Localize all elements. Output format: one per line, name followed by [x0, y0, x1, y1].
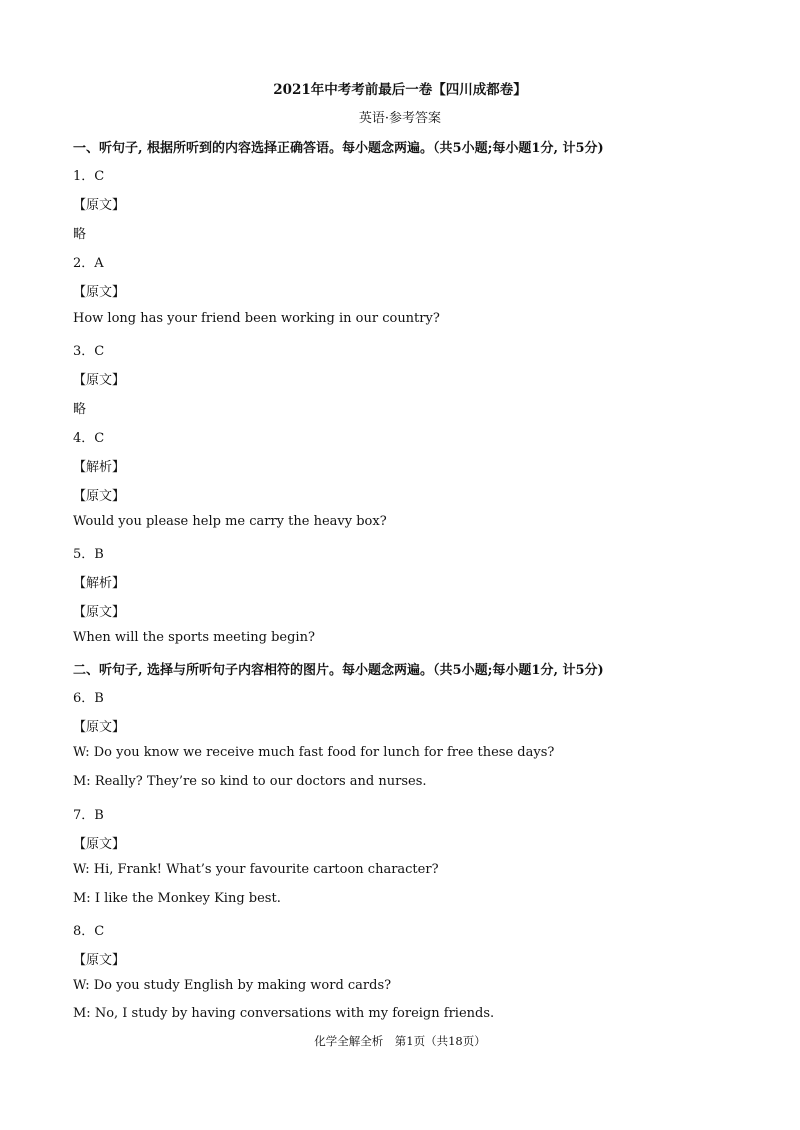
label-original-text: 【原文】 [73, 953, 126, 968]
transcript-line: How long has your friend been working in our country? [73, 311, 440, 326]
answer-7: 7．B [73, 808, 104, 823]
transcript-line: M: Really? They’re so kind to our doctors and nurses. [73, 774, 427, 789]
answer-4: 4．C [73, 431, 105, 446]
transcript-line: W: Do you know we receive much fast food for lunch for free these days? [73, 745, 555, 760]
label-original-text: 【原文】 [73, 285, 126, 300]
answer-2: 2．A [73, 256, 104, 271]
answer-1: 1．C [73, 169, 105, 184]
transcript-line: W: Hi, Frank! What’s your favourite cartoon character? [73, 862, 439, 877]
transcript-line: M: No, I study by having conversations with my foreign friends. [73, 1006, 495, 1021]
transcript-line: Would you please help me carry the heavy box? [73, 514, 387, 529]
answer-8: 8．C [73, 924, 105, 939]
answer-6: 6．B [73, 691, 104, 706]
page-footer: 化学全解全析 第1页（共18页） [314, 1034, 486, 1048]
document-title: 2021年中考考前最后一卷【四川成都卷】 [273, 82, 527, 98]
label-original-text: 【原文】 [73, 837, 126, 852]
section-heading-2: 二、听句子, 选择与所听句子内容相符的图片。每小题念两遍。（共5小题;每小题1分, 计5分) [73, 663, 604, 678]
label-analysis: 【解析】 [73, 576, 126, 591]
section-heading-1: 一、听句子, 根据所听到的内容选择正确答语。每小题念两遍。（共5小题;每小题1分, 计5分) [73, 141, 604, 156]
answer-5: 5．B [73, 547, 104, 562]
answer-3: 3．C [73, 344, 105, 359]
transcript-line: When will the sports meeting begin? [73, 630, 315, 645]
label-original-text: 【原文】 [73, 605, 126, 620]
transcript-line: W: Do you study English by making word cards? [73, 978, 392, 993]
label-original-text: 【原文】 [73, 720, 126, 735]
label-original-text: 【原文】 [73, 489, 126, 504]
label-original-text: 【原文】 [73, 198, 126, 213]
document-subtitle: 英语·参考答案 [358, 111, 442, 126]
text-omitted: 略 [73, 402, 87, 417]
transcript-line: M: I like the Monkey King best. [73, 891, 281, 906]
label-original-text: 【原文】 [73, 373, 126, 388]
text-omitted: 略 [73, 227, 87, 242]
label-analysis: 【解析】 [73, 460, 126, 475]
